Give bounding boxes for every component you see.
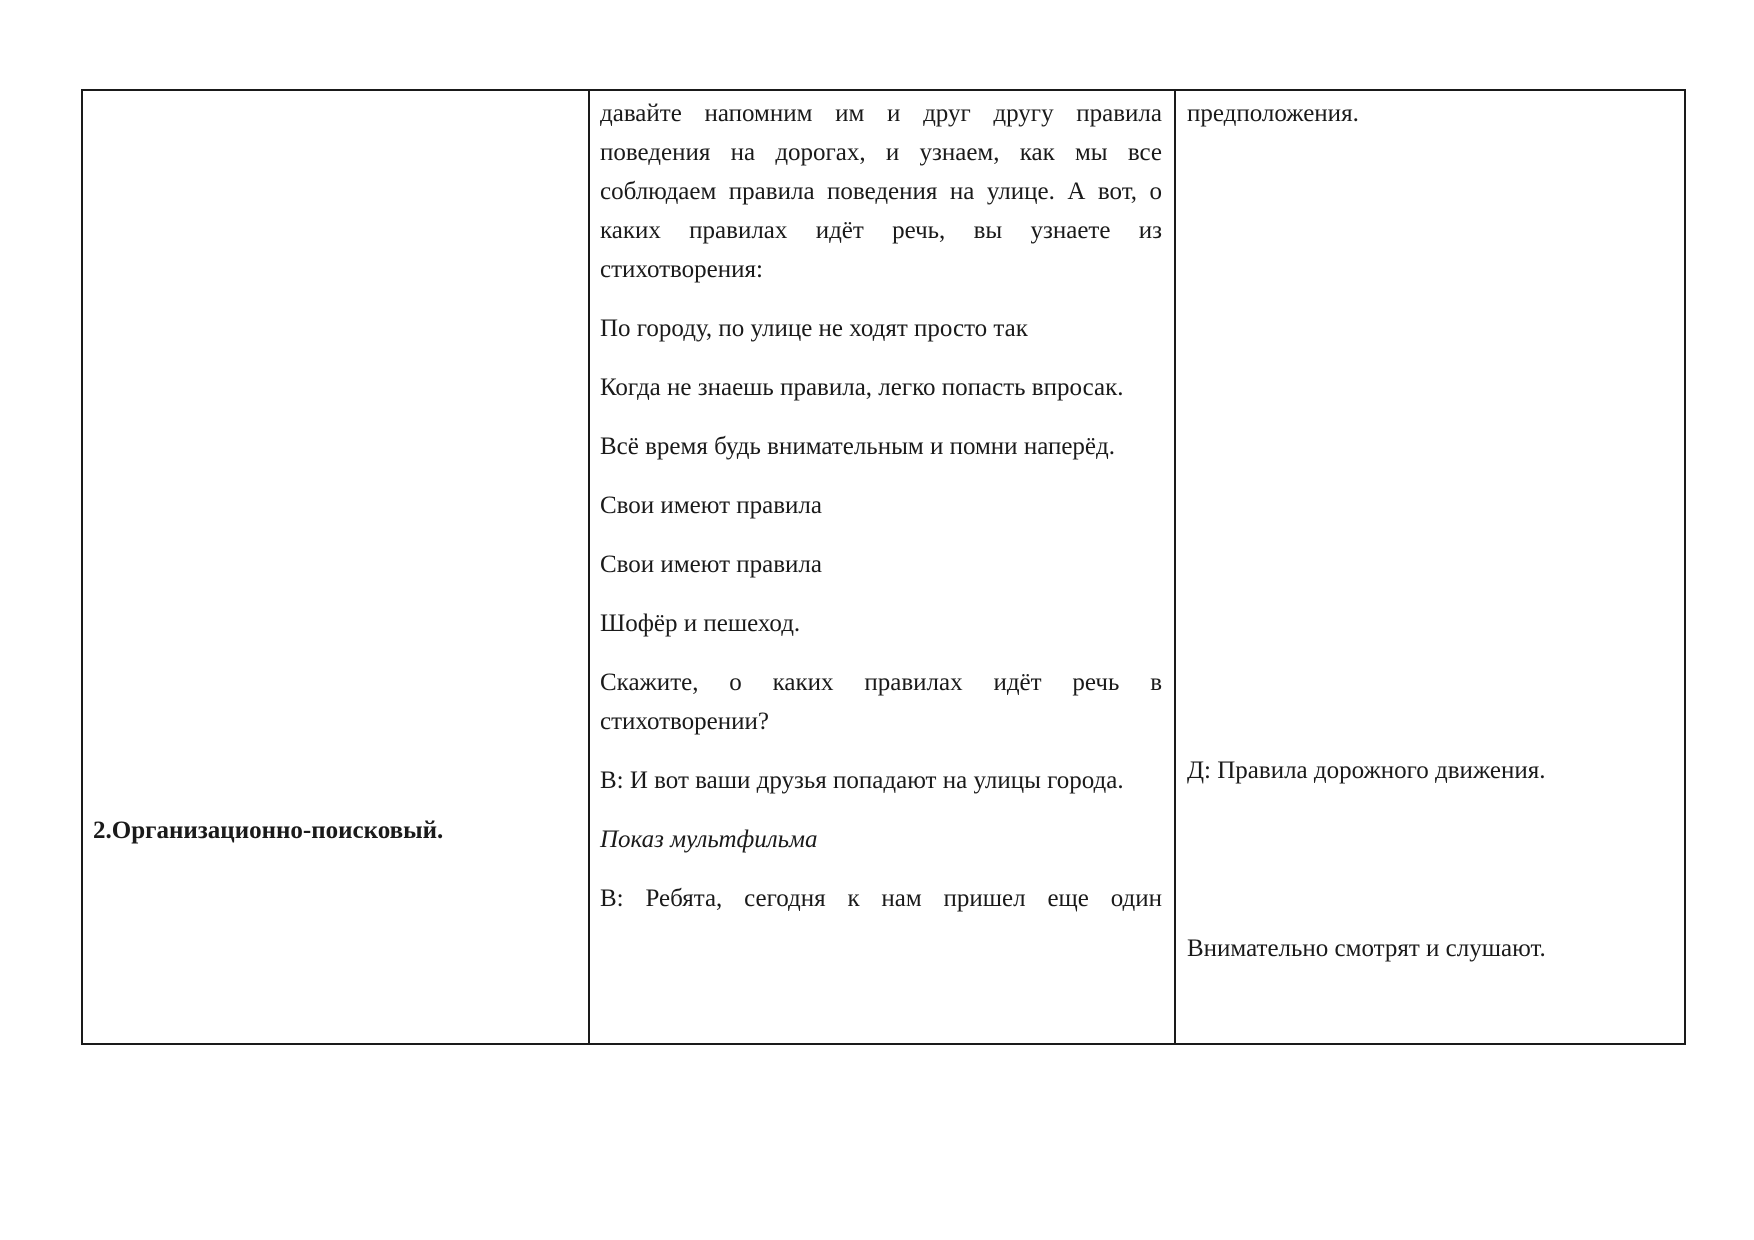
paragraph: В: Ребята, сегодня к нам пришел еще один xyxy=(600,885,1162,912)
children-response: предположения. xyxy=(1187,100,1359,127)
poem-line: По городу, по улице не ходят просто так xyxy=(600,315,1028,342)
poem-line: Свои имеют правила xyxy=(600,492,822,519)
paragraph: давайте напомним им и друг другу правила поведения на дорогах, и узнаем, как мы все соблюдаем правила поведения на улице. А вот, о каких правилах идёт речь, вы узнаете из стихотворения: xyxy=(600,100,1162,283)
poem-line: Свои имеют правила xyxy=(600,551,822,578)
children-response: Д: Правила дорожного движения. xyxy=(1187,757,1546,784)
paragraph xyxy=(600,820,1162,859)
children-response: Внимательно смотрят и слушают. xyxy=(1187,935,1546,962)
paragraph: В: И вот ваши друзья попадают на улицы города. xyxy=(600,767,1124,794)
lesson-table xyxy=(81,89,1686,1045)
poem-line: Всё время будь внимательным и помни наперёд. xyxy=(600,433,1116,460)
column-divider xyxy=(588,91,590,1043)
column-divider xyxy=(1174,91,1176,1043)
poem-line: Шофёр и пешеход. xyxy=(600,610,801,637)
teacher-activity-column xyxy=(600,94,1162,918)
italic-note: Показ мультфильма xyxy=(600,826,818,853)
poem-line: Когда не знаешь правила, легко попасть впросак. xyxy=(600,374,1124,401)
paragraph: Скажите, о каких правилах идёт речь в стихотворении? xyxy=(600,669,1162,735)
stage-label: 2.Организационно-поисковый. xyxy=(93,817,444,844)
